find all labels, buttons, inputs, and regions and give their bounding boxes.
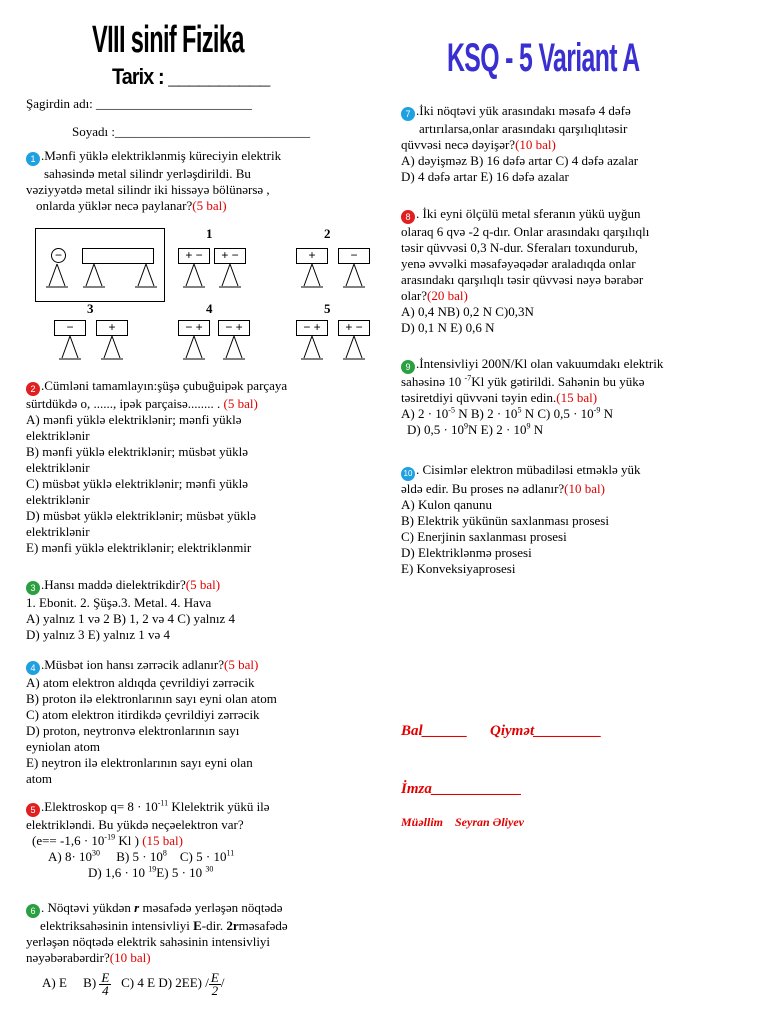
cylinder-part: + xyxy=(96,320,128,336)
option[interactable]: C) Enerjinin saxlanması prosesi xyxy=(401,529,567,544)
cylinder-part: − + xyxy=(296,320,328,336)
question-7 xyxy=(401,103,638,185)
cylinder-part: + − xyxy=(214,248,246,264)
option[interactable]: B) Elektrik yükünün saxlanması prosesi xyxy=(401,513,609,528)
option-d[interactable]: D) 1,6 · 10 $^{19}$ xyxy=(88,864,157,880)
question-3 xyxy=(26,577,235,643)
question-6 xyxy=(26,900,288,997)
cylinder-part: + − xyxy=(178,248,210,264)
options-a-b-c[interactable]: A) $2 \cdot 10^{-5}$ N B) $2 \cdot 10^5$ N C) $0,5 \cdot 10^{-9}$ N xyxy=(401,405,613,421)
surname-field[interactable]: Soyadı :______________________________ xyxy=(72,124,310,139)
question-text: .Hansı maddə dielektrikdir? xyxy=(41,577,186,592)
option: elektriklənir xyxy=(26,524,90,539)
option[interactable]: C) müsbət yüklə elektriklənir; mənfi yüklə xyxy=(26,476,249,491)
points-label: (5 bal) xyxy=(223,396,258,411)
question-number-badge: 10 xyxy=(401,467,415,481)
option[interactable]: C) atom elektron itirdikdə çevrildiyi zərrəcik xyxy=(26,707,260,722)
question-10 xyxy=(401,462,641,577)
teacher-name: Müəllim Seyran Əliyev xyxy=(401,815,524,829)
question-text: ($e== -1,6 \cdot 10^{-19}$ Kl ) xyxy=(32,832,143,848)
stand xyxy=(343,264,365,287)
question-text: elektrikləndi. Bu yükdə neçəelektron var? xyxy=(26,817,244,832)
option-e[interactable]: E) 5 · 10 $^{30}$ xyxy=(156,864,214,880)
option[interactable]: A) atom elektron aldıqda çevrildiyi zərrəcik xyxy=(26,675,255,690)
student-name-field[interactable]: Şagirdin adı: ________________________ xyxy=(26,96,253,111)
question-text: nəyəbərabərdir? xyxy=(26,950,110,965)
points-label: (10 bal) xyxy=(109,950,151,965)
grade-field[interactable]: Qiymət_________ xyxy=(490,723,602,739)
question-text: olar? xyxy=(401,288,427,303)
question-text: yenə əvvəlki məsafəyəqədər araladıqda onlar xyxy=(401,256,636,271)
question-text: 1. Ebonit. 2. Şüşə.3. Metal. 4. Hava xyxy=(26,595,212,610)
stand xyxy=(183,264,205,287)
question-text: təsir qüvvəsi 0,3 N-dur. Sferaları toxundurub, xyxy=(401,240,638,255)
stand xyxy=(83,264,105,287)
option: elektriklənir xyxy=(26,460,90,475)
stand xyxy=(343,336,365,359)
stand xyxy=(301,264,323,287)
stand xyxy=(219,264,241,287)
option-label-3: 3 xyxy=(87,301,94,316)
fraction-e-over-2: $\frac{E}{2}$ xyxy=(210,969,219,998)
option[interactable]: D) yalnız 3 E) yalnız 1 və 4 xyxy=(26,627,171,642)
option[interactable]: D) müsbət yüklə elektriklənir; müsbət yüklə xyxy=(26,508,256,523)
option: eyniolan atom xyxy=(26,739,101,754)
worksheet-title: VIII sinif Fizika xyxy=(92,19,244,61)
variant-title: KSQ - 5 Variant A xyxy=(447,36,640,80)
question-text: arasındakı qarşılıqlı təsir qüvvəsi nəyə bərabər xyxy=(401,272,644,287)
question-text: . Nöqtəvi yükdən r məsafədə yerləşən nöqtədə xyxy=(41,900,283,915)
question-text: .Elektroskop $q= 8 \cdot 10^{-11}$ Klelektrik yükü ilə xyxy=(41,798,270,814)
stand xyxy=(59,336,81,359)
question-text: . Cisimlər elektron mübadiləsi etməklə yük xyxy=(416,462,641,477)
stand xyxy=(101,336,123,359)
question-text: . İki eyni ölçülü metal sferanın yükü uyğun xyxy=(416,206,641,221)
question-number-badge: 3 xyxy=(26,581,40,595)
option-c[interactable]: C) $5 \cdot 10^{11}$ xyxy=(179,848,235,864)
question-number-badge: 6 xyxy=(26,904,40,918)
option-label-2: 2 xyxy=(324,226,331,241)
question-text: .Mənfi yüklə elektriklənmiş küreciyin elektrik xyxy=(41,148,282,163)
stand xyxy=(135,264,157,287)
option-label-4: 4 xyxy=(206,301,213,316)
cylinder-part: − xyxy=(338,248,370,264)
question-text: sahəsinə 10 $^{-7}$Kl yük gətirildi. Sahənin bu yükə xyxy=(401,373,645,389)
date-label: Tarix : __________ xyxy=(112,64,270,89)
option[interactable]: D) Elektriklənmə prosesi xyxy=(401,545,532,560)
cylinder-part: + xyxy=(296,248,328,264)
options-c-d-e[interactable]: C) 4 E D) 2EE) / $\frac{E}{2}$ / xyxy=(121,969,225,998)
stand xyxy=(223,336,245,359)
question-9 xyxy=(401,356,663,438)
option: elektriklənir xyxy=(26,492,90,507)
option[interactable]: D) proton, neytronvə elektronlarının sayı xyxy=(26,723,240,738)
question-text: qüvvəsi necə dəyişər? xyxy=(401,137,516,152)
option: elektriklənir xyxy=(26,428,90,443)
question-1 xyxy=(26,148,281,214)
option[interactable]: E) mənfi yüklə elektriklənir; elektriklənmir xyxy=(26,540,252,555)
option-a[interactable]: A) E xyxy=(42,975,67,990)
stand xyxy=(46,264,68,287)
points-label: (15 bal) xyxy=(556,390,598,405)
option[interactable]: A) 0,4 NB) 0,2 N C)0,3N xyxy=(401,304,534,319)
metal-cylinder xyxy=(82,248,154,264)
points-label: (5 bal) xyxy=(192,198,227,213)
score-field[interactable]: Bal______ xyxy=(401,723,468,739)
question-8 xyxy=(401,206,649,336)
question-text: .İntensivliyi 200N/Kl olan vakuumdakı elektrik xyxy=(416,356,664,371)
question-2 xyxy=(26,378,287,556)
question-text: artırılarsa,onlar arasındakı qarşılıqlıtəsir xyxy=(419,121,628,136)
question-text: olaraq 6 qvə -2 q-dır. Onlar arasındakı qarşılıqlı xyxy=(401,224,650,239)
points-label: (10 bal) xyxy=(515,137,556,152)
option-b[interactable]: B) $5 \cdot 10^8$ xyxy=(116,848,167,864)
question-text: .Cümləni tamamlayın:şüşə çubuğuipək parçaya xyxy=(41,378,288,393)
option[interactable]: D) 0,1 N E) 0,6 N xyxy=(401,320,495,335)
stand xyxy=(183,336,205,359)
question-number-badge: 5 xyxy=(26,803,40,817)
question-5 xyxy=(26,799,270,881)
option[interactable]: E) Konveksiyaprosesi xyxy=(401,561,516,576)
option[interactable]: B) mənfi yüklə elektriklənir; müsbət yüklə xyxy=(26,444,249,459)
option-b[interactable]: B) $\frac{E}{4}$ xyxy=(83,969,110,998)
question-text: vəziyyətdə metal silindr iki hissəyə bölünərsə , xyxy=(26,182,270,197)
option[interactable]: A) Kulon qanunu xyxy=(401,497,492,512)
question-number-badge: 1 xyxy=(26,152,40,166)
setup-frame xyxy=(35,228,165,302)
question-text: sürtdükdə o, ......, ipək parçaisə........ . xyxy=(26,396,224,411)
option[interactable]: A) yalnız 1 və 2 B) 1, 2 və 4 C) yalnız 4 xyxy=(26,611,236,626)
options-d-e[interactable]: D) $0,5 \cdot 10^9N$ E) $2 \cdot 10^9$ N xyxy=(407,421,544,437)
option[interactable]: A) dəyişməz B) 16 dəfə artar C) 4 dəfə azalar xyxy=(401,153,639,168)
option-a[interactable]: A) $8\cdot 10^{30}$ xyxy=(48,848,101,864)
question-text: onlarda yüklər necə paylanar? xyxy=(36,198,193,213)
cylinder-part: − + xyxy=(218,320,250,336)
points-label: (5 bal) xyxy=(224,657,259,672)
question-number-badge: 2 xyxy=(26,382,40,396)
signature-field[interactable]: İmza____________ xyxy=(401,781,522,797)
charged-ball: − xyxy=(51,248,66,263)
question-text: əldə edir. Bu proses nə adlanır? xyxy=(401,481,565,496)
question-text: .İki nöqtəvi yük arasındakı məsafə 4 dəfə xyxy=(416,103,631,118)
question-4 xyxy=(26,657,277,787)
question-text: .Müsbət ion hansı zərrəcik adlanır? xyxy=(41,657,225,672)
question-number-badge: 9 xyxy=(401,360,415,374)
option-label-1: 1 xyxy=(206,226,213,241)
option: atom xyxy=(26,771,52,786)
question-number-badge: 4 xyxy=(26,661,40,675)
option[interactable]: E) neytron ilə elektronlarının sayı eyni olan xyxy=(26,755,253,770)
option[interactable]: A) mənfi yüklə elektriklənir; mənfi yüklə xyxy=(26,412,242,427)
fraction-e-over-4: $\frac{E}{4}$ xyxy=(101,969,110,998)
stand xyxy=(301,336,323,359)
question-text: elektriksahəsinin intensivliyi E-dir. 2rməsafədə xyxy=(40,918,288,933)
points-label: (20 bal) xyxy=(426,288,468,303)
question-number-badge: 7 xyxy=(401,107,415,121)
question-text: sahəsində metal silindr yerləşdirildi. Bu xyxy=(44,166,251,181)
points-label: (10 bal) xyxy=(564,481,605,496)
question-number-badge: 8 xyxy=(401,210,415,224)
points-label: (15 bal) xyxy=(142,833,183,848)
option[interactable]: B) proton ilə elektronlarının sayı eyni olan atom xyxy=(26,691,277,706)
points-label: (5 bal) xyxy=(185,577,221,592)
cylinder-part: − xyxy=(54,320,86,336)
cylinder-part: + − xyxy=(338,320,370,336)
option[interactable]: D) 4 dəfə artar E) 16 dəfə azalar xyxy=(401,169,569,184)
question-text: təsiretdiyi qüvvəni təyin edin. xyxy=(401,390,557,405)
question-text: yerləşən nöqtədə elektrik sahəsinin intensivliyi xyxy=(26,934,271,949)
cylinder-part: − + xyxy=(178,320,210,336)
option-label-5: 5 xyxy=(324,301,331,316)
